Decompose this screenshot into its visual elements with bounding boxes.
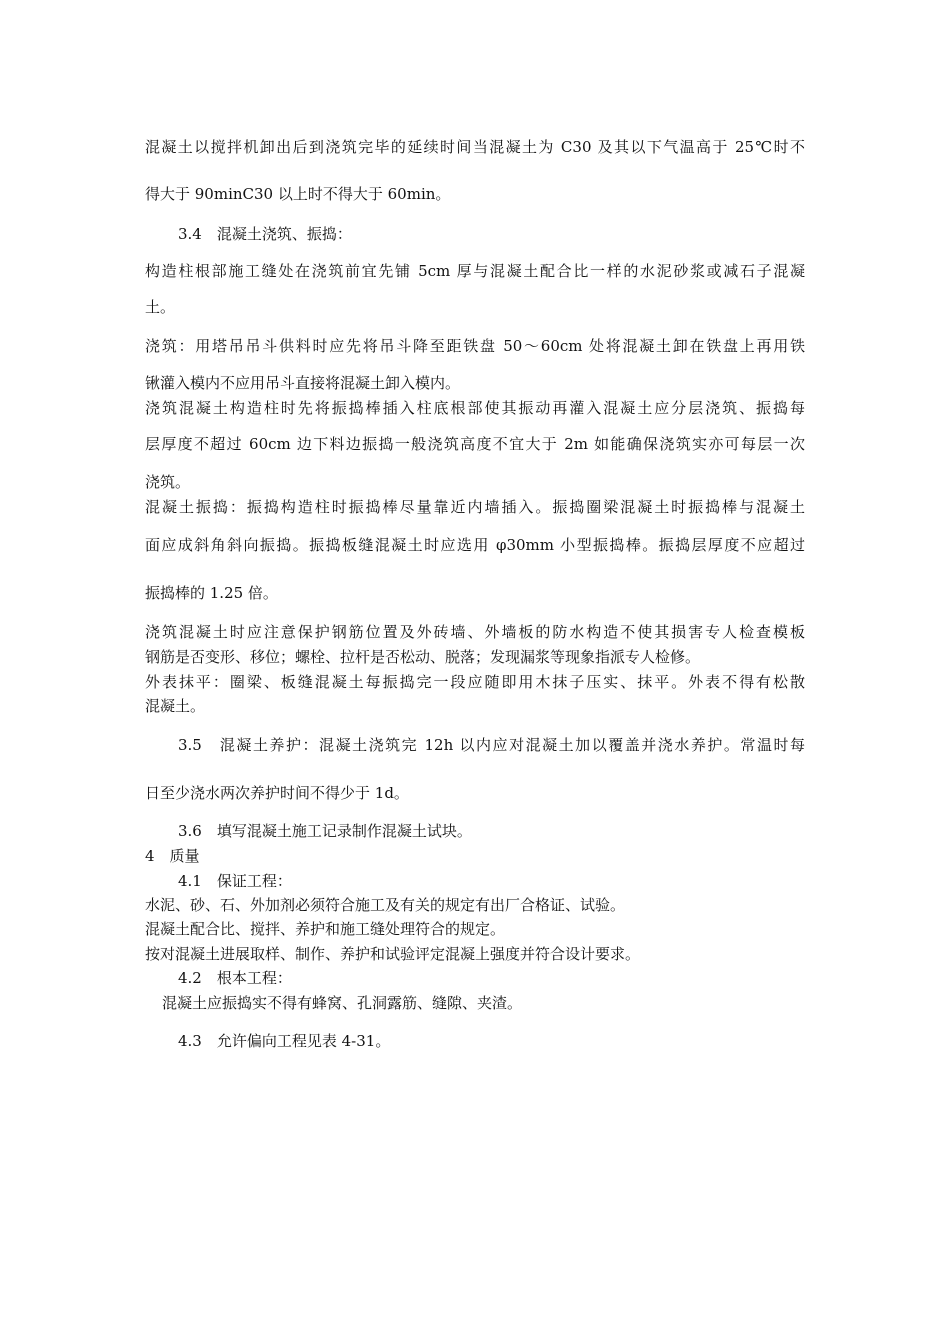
- text-line: 钢筋是否变形、移位；螺栓、拉杆是否松动、脱落；发现漏浆等现象指派专人检修。: [145, 648, 701, 666]
- text-line: 按对混凝土进展取样、制作、养护和试验评定混凝上强度并符合设计要求。: [145, 945, 641, 963]
- text-line: 混凝土配合比、搅拌、养护和施工缝处理符合的规定。: [145, 920, 506, 938]
- text-line: 混凝土应振捣实不得有蜂窝、孔洞露筋、缝隙、夹渣。: [162, 994, 523, 1012]
- text-line: 混凝土。: [145, 697, 206, 715]
- text-line: 土。: [145, 298, 176, 316]
- text-line: 锹灌入模内不应用吊斗直接将混凝土卸入模内。: [145, 374, 461, 392]
- section-heading: 4.2 根本工程：: [178, 969, 292, 987]
- text-line: 浇筑混凝土时应注意保护钢筋位置及外砖墙、外墙板的防水构造不使其损害专人检查模板: [145, 623, 805, 641]
- text-line: 振捣棒的 1.25 倍。: [145, 584, 278, 602]
- text-line: 面应成斜角斜向振捣。振捣板缝混凝土时应选用 φ30mm 小型振捣棒。振捣层厚度不应超过: [145, 536, 805, 554]
- text-line: 浇筑：用塔吊吊斗供料时应先将吊斗降至距铁盘 50～60cm 处将混凝土卸在铁盘上再用铁: [145, 337, 805, 355]
- section-heading: 3.4 混凝土浇筑、振捣：: [178, 225, 352, 243]
- text-line: 得大于 90minC30 以上时不得大于 60min。: [145, 185, 451, 203]
- text-line: 浇筑混凝土构造柱时先将振捣棒插入柱底根部使其振动再灌入混凝土应分层浇筑、振捣每: [145, 399, 805, 417]
- chapter-heading: 4 质量: [145, 847, 200, 865]
- text-line: 水泥、砂、石、外加剂必须符合施工及有关的规定有出厂合格证、试验。: [145, 896, 626, 914]
- section-heading: 3.6 填写混凝土施工记录制作混凝土试块。: [178, 822, 472, 840]
- section-heading: 4.3 允许偏向工程见表 4-31。: [178, 1032, 391, 1050]
- text-line: 构造柱根部施工缝处在浇筑前宜先铺 5cm 厚与混凝土配合比一样的水泥砂浆或减石子混凝: [145, 262, 805, 280]
- text-line: 混凝土以搅拌机卸出后到浇筑完毕的延续时间当混凝土为 C30 及其以下气温高于 25℃时不: [145, 138, 805, 156]
- text-line: 浇筑。: [145, 473, 191, 491]
- text-line: 日至少浇水两次养护时间不得少于 1d。: [145, 784, 409, 802]
- section-heading: 4.1 保证工程：: [178, 872, 292, 890]
- section-heading: 3.5 混凝土养护：混凝土浇筑完 12h 以内应对混凝土加以覆盖并浇水养护。常温时每: [178, 736, 805, 754]
- text-line: 混凝土振捣：振捣构造柱时振捣棒尽量靠近内墙插入。振捣圈梁混凝土时振捣棒与混凝土: [145, 498, 805, 516]
- text-line: 外表抹平：圈梁、板缝混凝土每振捣完一段应随即用木抹子压实、抹平。外表不得有松散: [145, 673, 805, 691]
- text-line: 层厚度不超过 60cm 边下料边振捣一般浇筑高度不宜大于 2m 如能确保浇筑实亦可每层一次: [145, 435, 805, 453]
